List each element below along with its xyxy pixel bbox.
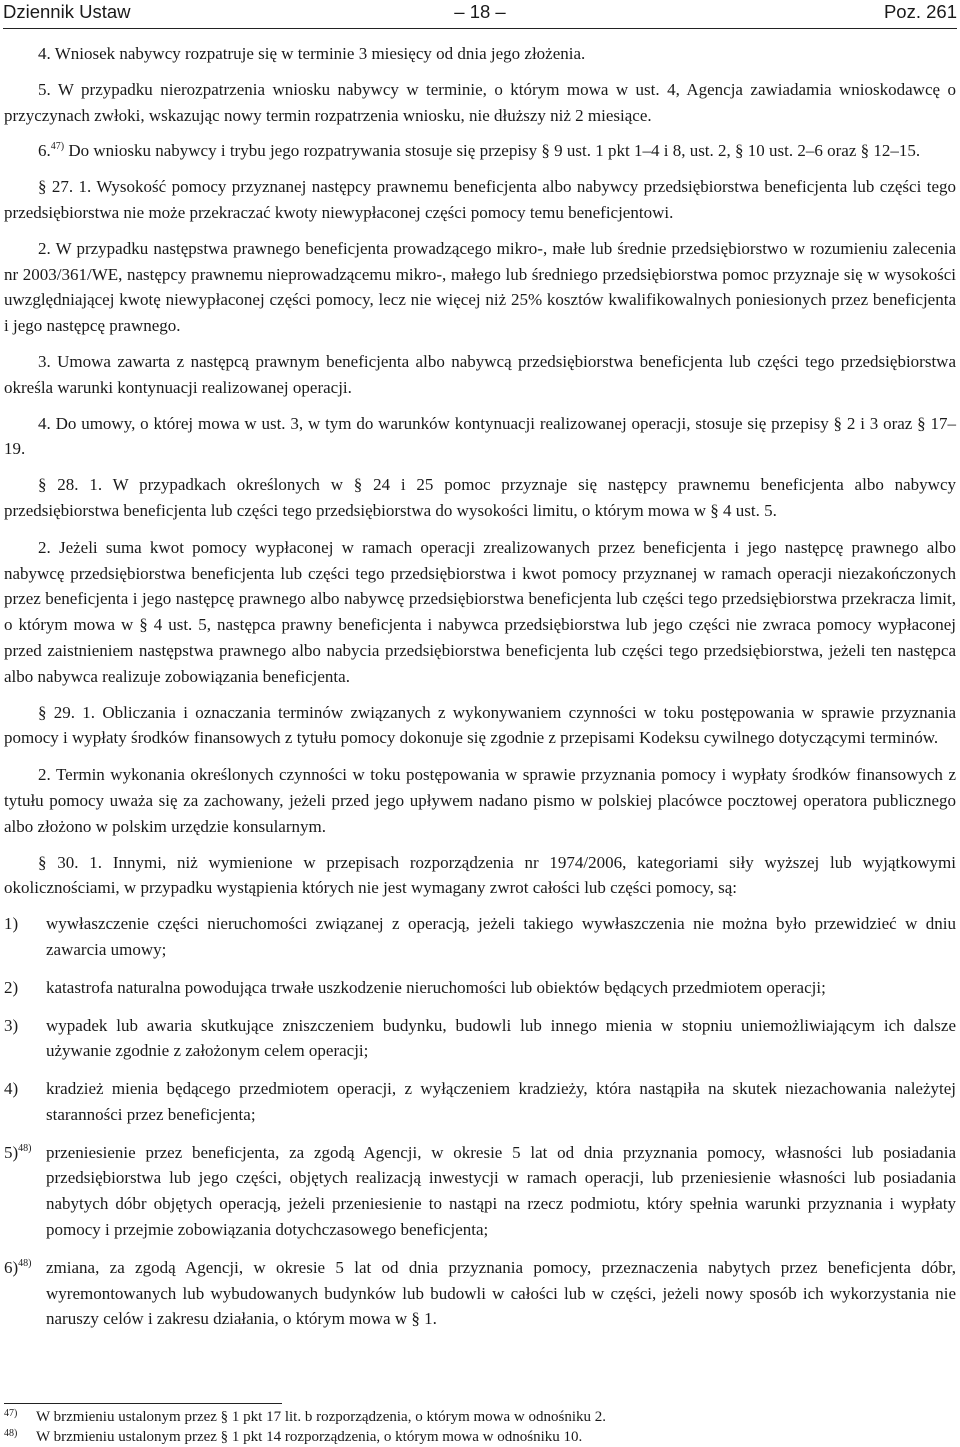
list-item-number: [4, 911, 18, 937]
footnote-number: 47): [4, 1408, 18, 1419]
list-item: [4, 1013, 956, 1065]
footnote: [4, 1427, 956, 1447]
list-item-label: 6): [4, 1257, 19, 1277]
list-item-text: katastrofa naturalna powodująca trwałe uszkodzenie nieruchomości lub obiektów będących przedmiotem operacji;: [46, 977, 826, 997]
list-item-text: kradzież mienia będącego przedmiotem operacji, z wyłączeniem kradzieży, która nastąpiła na skutek niezachowania należytej staranności przez beneficjenta;: [46, 1079, 956, 1124]
footnote-ref: 48): [18, 1142, 32, 1154]
paragraph: 2. Jeżeli suma kwot pomocy wypłaconej w ramach operacji zrealizowanych przez beneficjenta i jego następcę prawnego albo nabywcę przedsiębiorstwa beneficjenta lub części tego przedsiębiorstwa i kwot pomocy przyznanej w ramach operacji niezakończonych przez beneficjenta i jego następcę prawnego albo nabywcę przedsiębiorstwa beneficjenta lub części tego przedsiębiorstwa przekracza limit, o którym mowa w § 4 ust. 5, następca prawny beneficjenta i nabywca przedsiębiorstwa lub jego części nie zwraca pomocy wypłaconej przed zaistnieniem następstwa prawnego albo nabycia przedsiębiorstwa beneficjenta lub części tego przedsiębiorstwa, jeżeli ten następca albo nabywca realizuje zobowiązania beneficjenta.: [4, 537, 956, 686]
list-item-number: [4, 1255, 32, 1281]
list-item-label: 5): [4, 1142, 19, 1162]
paragraph-text: Do wniosku nabywcy i trybu jego rozpatrywania stosuje się przepisy § 9 ust. 1 pkt 1–4 i 8, ust. 2, § 10 ust. 2–6 oraz § 12–15.: [64, 141, 921, 161]
paragraph: § 29. 1. Obliczania i oznaczania terminów związanych z wykonywaniem czynności w toku postępowania w sprawie przyznania pomocy i wypłaty środków finansowych z tytułu pomocy dokonuje się zgodnie z przepisami Kodeksu cywilnego dotyczącymi terminów.: [4, 702, 956, 748]
list-item: [4, 1076, 956, 1128]
footnote-text: W brzmieniu ustalonym przez § 1 pkt 17 lit. b rozporządzenia, o którym mowa w odnośniku 2.: [36, 1409, 607, 1425]
list-item-number: [4, 1076, 18, 1102]
footnote-ref: 47): [50, 141, 65, 153]
footnote-divider: [4, 1403, 282, 1404]
page-number: – 18 –: [454, 1, 506, 22]
list-item: [4, 975, 956, 1001]
list-item-text: wypadek lub awaria skutkujące zniszczeniem budynku, budowli lub innego mienia w stopniu uniemożliwiającym ich dalsze używanie zgodnie z założonym celem operacji;: [46, 1015, 956, 1061]
footnote: [4, 1407, 956, 1427]
list-item: [4, 911, 956, 963]
document-body: [4, 41, 956, 1344]
list-item-label: 3): [4, 1015, 19, 1035]
list-item-number: [4, 975, 18, 1001]
list-item: [4, 1140, 956, 1243]
footnotes: [4, 1407, 956, 1447]
publication-title: Dziennik Ustaw: [3, 1, 131, 22]
paragraph: § 27. 1. Wysokość pomocy przyznanej następcy prawnemu beneficjenta albo nabywcy przedsiębiorstwa beneficjenta lub części tego przedsiębiorstwa nie może przekraczać kwoty niewypłaconej części pomocy temu beneficjentowi.: [4, 177, 956, 222]
page-header: [3, 0, 957, 29]
paragraph: 3. Umowa zawarta z następcą prawnym beneficjenta albo nabywcą przedsiębiorstwa beneficjenta lub części tego przedsiębiorstwa określa warunki kontynuacji realizowanej operacji.: [4, 351, 956, 397]
paragraph: 4. Do umowy, o której mowa w ust. 3, w tym do warunków kontynuacji realizowanej operacji, stosuje się przepisy § 2 i 3 oraz § 17–19.: [4, 413, 956, 459]
footnote-number: 48): [4, 1428, 18, 1439]
list-item-text: przeniesienie przez beneficjenta, za zgodą Agencji, w okresie 5 lat od dnia przyznania pomocy, własności lub posiadania przedsiębiorstwa lub jego części, objętych realizacją inwestycji w ramach operacji, lub przeniesienie własności lub posiadania nabytych dóbr objętych operacją, jeżeli przeniesienie to nastąpi na rzecz podmiotu, który spełnia warunki przyznania i wypłaty pomocy i przejmie zobowiązania dotychczasowego beneficjenta;: [46, 1142, 956, 1240]
paragraph: 4. Wniosek nabywcy rozpatruje się w terminie 3 miesięcy od dnia jego złożenia.: [38, 44, 586, 63]
paragraph: 5. W przypadku nierozpatrzenia wniosku nabywcy w terminie, o którym mowa w ust. 4, Agencja zawiadamia wnioskodawcę o przyczynach zwłoki, wskazując nowy termin rozpatrzenia wniosku, nie dłuższy niż 2 miesiące.: [4, 79, 956, 125]
paragraph: 2. W przypadku następstwa prawnego beneficjenta prowadzącego mikro-, małe lub średnie przedsiębiorstwo w rozumieniu zalecenia nr 2003/361/WE, następcy prawnemu nieprowadzącemu mikro-, małego lub średniego przedsiębiorstwa pomoc przyznaje się w wysokości uwzględniającej kwotę niewypłaconej części pomocy, lecz nie więcej niż 25% kosztów kwalifikowalnych poniesionych przez beneficjenta i jego następcę prawnego.: [4, 238, 956, 336]
paragraph: 2. Termin wykonania określonych czynności w toku postępowania w sprawie przyznania pomocy i wypłaty środków finansowych z tytułu pomocy uważa się za zachowany, jeżeli przed jego upływem nadano pismo w polskiej placówce pocztowej operatora publicznego albo złożono w polskim urzędzie konsularnym.: [4, 765, 956, 836]
footnote-ref: 48): [18, 1257, 32, 1269]
list-item-text: wywłaszczenie części nieruchomości związanej z operacją, jeżeli takiego wywłaszczenia nie można było przewidzieć w dniu zawarcia umowy;: [46, 914, 956, 959]
list-item: [4, 1255, 956, 1332]
list-item-text: zmiana, za zgodą Agencji, w okresie 5 lat od dnia przyznania pomocy, przeznaczenia nabytych przez beneficjenta dóbr, wyremontowanych lub wybudowanych budynków lub budowli w całości lub w części, jeżeli nowy sposób ich wykorzystania nie naruszy celów i zakresu działania, o którym mowa w § 1.: [46, 1257, 956, 1329]
paragraph: § 30. 1. Innymi, niż wymienione w przepisach rozporządzenia nr 1974/2006, kategoriami siły wyższej lub wyjątkowymi okolicznościami, w przypadku wystąpienia których nie jest wymagany zwrot całości lub części pomocy, są:: [4, 852, 956, 898]
paragraph-lead: 6.: [38, 141, 51, 161]
footnote-text: W brzmieniu ustalonym przez § 1 pkt 14 rozporządzenia, o którym mowa w odnośniku 10.: [36, 1429, 583, 1445]
list-item-label: 1): [4, 914, 19, 934]
list-item-label: 2): [4, 977, 19, 997]
paragraph: § 28. 1. W przypadkach określonych w § 24 i 25 pomoc przyznaje się następcy prawnemu beneficjenta albo nabywcy przedsiębiorstwa beneficjenta lub części tego przedsiębiorstwa do wysokości limitu, o którym mowa w § 4 ust. 5.: [4, 475, 956, 520]
list-item-number: [4, 1140, 32, 1166]
list-item-number: [4, 1013, 18, 1039]
paragraph: [4, 138, 956, 164]
position-number: Poz. 261: [883, 1, 957, 22]
list-item-label: 4): [4, 1079, 19, 1099]
